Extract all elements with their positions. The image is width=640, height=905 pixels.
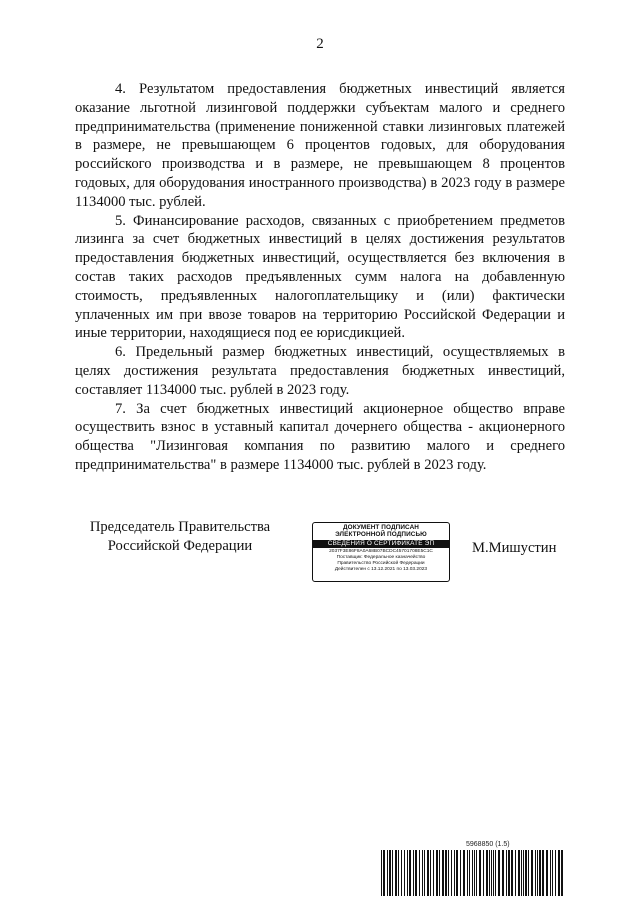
barcode-bar — [521, 850, 522, 896]
barcode-bar — [424, 850, 425, 896]
barcode-bar — [493, 850, 494, 896]
barcode-bar — [525, 850, 527, 896]
barcode-bar — [413, 850, 414, 896]
e-signature-stamp — [312, 522, 450, 582]
barcode-bar — [398, 850, 399, 896]
barcode-bar — [537, 850, 538, 896]
barcode-bar — [550, 850, 551, 896]
document-code: 5968850 (1.5) — [466, 841, 510, 848]
barcode-bar — [383, 850, 385, 896]
barcode-bar — [531, 850, 533, 896]
barcode-bar — [467, 850, 468, 896]
barcode-bar — [387, 850, 388, 896]
barcode-bar — [472, 850, 473, 896]
barcode-bar — [445, 850, 447, 896]
barcode-bar — [460, 850, 461, 896]
barcode-bar — [555, 850, 556, 896]
barcode-bar — [491, 850, 492, 896]
barcode-bar — [552, 850, 553, 896]
barcode-bar — [463, 850, 465, 896]
barcode-bar — [389, 850, 391, 896]
barcode-bar — [476, 850, 477, 896]
barcode-bar — [518, 850, 520, 896]
barcode-bar — [546, 850, 548, 896]
barcode-bar — [469, 850, 470, 896]
barcode-bar — [415, 850, 417, 896]
signatory-position — [80, 518, 280, 556]
paragraph-4: 4. Результатом предоставления бюджетных инвестиций является оказание льготной лизинговой поддержки субъектам малого и среднего предпринимательства (применение пониженной ставки лизинговых платежей в размере, не превышающем 6 процентов годовых, для оборудования российского производства и в размере, не превышающем 8 процентов годовых, для оборудования иностранного производства) в 2023 году в размере 1134000 тыс. рублей. — [75, 81, 565, 210]
signatory-position-line2: Российской Федерации — [107, 538, 253, 554]
barcode-bar — [528, 850, 529, 896]
barcode-bar — [508, 850, 510, 896]
barcode-icon — [380, 850, 565, 896]
barcode-bar — [456, 850, 458, 896]
barcode-bar — [486, 850, 488, 896]
barcode-bar — [419, 850, 420, 896]
barcode-bar — [395, 850, 397, 896]
stamp-issuer: Поставщик: Федеральное казначейство — [336, 554, 426, 560]
barcode-bar — [542, 850, 544, 896]
barcode-bar — [502, 850, 504, 896]
signatory-name: М.Мишустин — [472, 540, 557, 556]
barcode-bar — [454, 850, 455, 896]
barcode-bar — [442, 850, 444, 896]
barcode-bar — [558, 850, 560, 896]
barcode-bar — [506, 850, 507, 896]
barcode-bar — [474, 850, 475, 896]
barcode-bar — [427, 850, 429, 896]
barcode-bar — [430, 850, 431, 896]
barcode-bar — [392, 850, 393, 896]
barcode-bar — [407, 850, 408, 896]
barcode-bar — [448, 850, 449, 896]
body-text — [75, 80, 565, 475]
paragraph-5: 5. Финансирование расходов, связанных с приобретением предметов лизинга за счет бюджетных инвестиций в целях достижения результатов предоставления бюджетных инвестиций, осуществляется без включения в состав таких расходов предъявленных сумм налога на добавленную стоимость, предъявленных налогоплательщику и (или) фактически уплаченных им при ввозе товаров на территорию Российской Федерации и иные территории, находящиеся под ее юрисдикцией. — [75, 212, 565, 342]
stamp-line2: ЭЛЕКТРОННОЙ ПОДПИСЬЮ — [335, 531, 427, 539]
barcode-bar — [495, 850, 496, 896]
paragraph-6: 6. Предельный размер бюджетных инвестиций, осуществляемых в целях достижения результата предоставления бюджетных инвестиций, составляет 1134000 тыс. рублей в 2023 году. — [75, 344, 565, 398]
stamp-header: СВЕДЕНИЯ О СЕРТИФИКАТЕ ЭП — [313, 540, 449, 548]
barcode-bar — [433, 850, 434, 896]
barcode-bar — [404, 850, 405, 896]
barcode-bar — [535, 850, 536, 896]
barcode-bar — [539, 850, 541, 896]
page-number: 2 — [316, 36, 324, 52]
barcode-bar — [401, 850, 402, 896]
barcode-bar — [523, 850, 524, 896]
barcode-bar — [439, 850, 440, 896]
signatory-position-line1: Председатель Правительства — [89, 519, 271, 535]
barcode-bar — [479, 850, 481, 896]
barcode-bar — [511, 850, 513, 896]
barcode-bar — [561, 850, 563, 896]
stamp-owner: Правительство Российской Федерации — [337, 561, 425, 566]
barcode-bar — [409, 850, 411, 896]
barcode-bar — [515, 850, 516, 896]
stamp-validity: Действителен с 13.12.2021 по 13.03.2023 — [334, 567, 428, 573]
barcode-bar — [451, 850, 452, 896]
barcode-bar — [381, 850, 382, 896]
stamp-serial: 2037F3E86F8A0A68B07BCDC45701708E5C1C — [329, 548, 433, 554]
barcode-bar — [436, 850, 438, 896]
barcode-bar — [422, 850, 423, 896]
barcode-bar — [483, 850, 484, 896]
barcode-bar — [498, 850, 500, 896]
paragraph-7: 7. За счет бюджетных инвестиций акционерное общество вправе осуществить взнос в уставный капитал дочернего общества - акционерного общества "Лизинговая компания по развитию малого и среднего предпринимательства" в размере 1134000 тыс. рублей в 2023 году. — [75, 400, 565, 473]
stamp-line1: ДОКУМЕНТ ПОДПИСАН — [342, 524, 420, 531]
barcode — [380, 850, 565, 901]
barcode-bar — [489, 850, 490, 896]
